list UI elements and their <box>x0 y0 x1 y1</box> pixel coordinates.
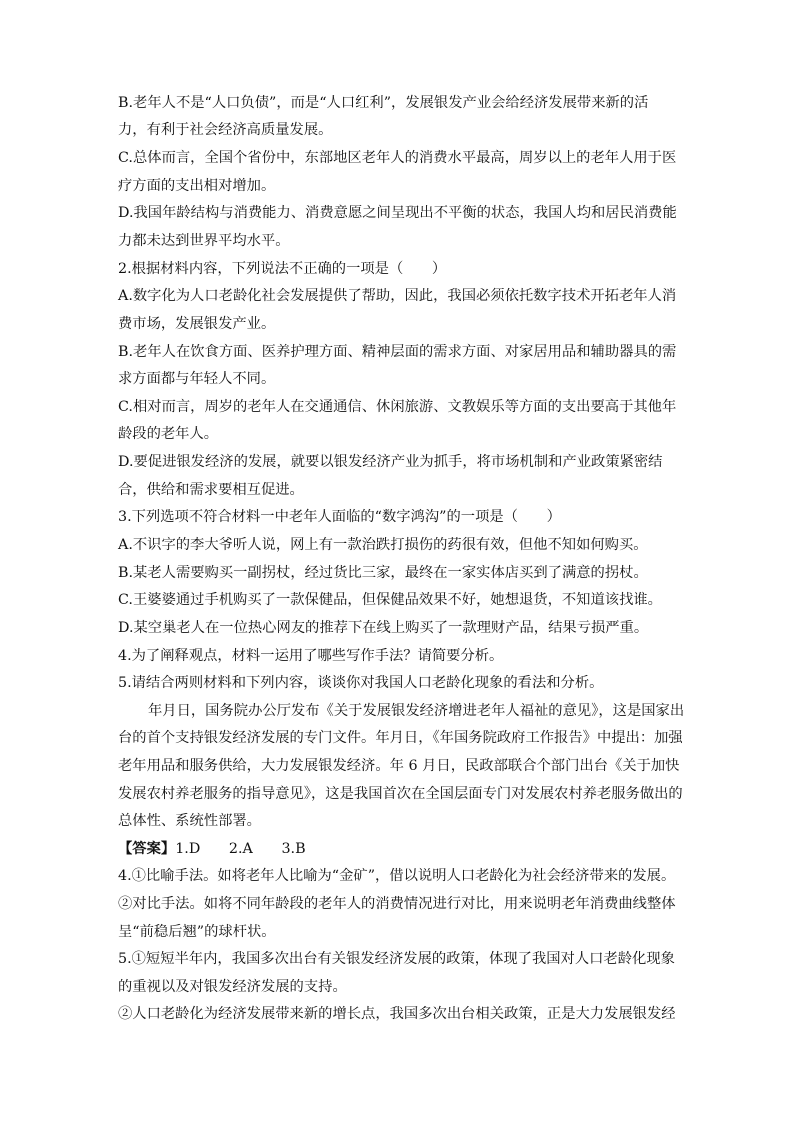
option-c-line-1: C.总体而言，全国个省份中，东部地区老年人的消费水平最高，周岁以上的老年人用于医 <box>118 150 677 166</box>
answer-4-line-1: 4.①比喻手法。如将老年人比喻为“金矿”，借以说明人口老龄化为社会经济带来的发展。 <box>118 868 676 884</box>
q5-material-line-3: 老年用品和服务供给，大力发展银发经济。年 6 月日，民政部联合个部门出台《关于加快 <box>118 758 680 774</box>
q3-option-b: B.某老人需要购买一副拐杖，经过货比三家，最终在一家实体店买到了满意的拐杖。 <box>118 565 648 581</box>
answer-4-line-3: 呈“前稳后翘”的球杆状。 <box>118 924 276 940</box>
q2-option-a-line-1: A.数字化为人口老龄化社会发展提供了帮助，因此，我国必须依托数字技术开拓老年人消 <box>118 288 677 304</box>
option-d-line-1: D.我国年龄结构与消费能力、消费意愿之间呈现出不平衡的状态，我国人均和居民消费能 <box>118 205 677 221</box>
answer-5-line-1: 5.①短短半年内，我国多次出台有关银发经济发展的政策，体现了我国对人口老龄化现象 <box>118 951 675 967</box>
q3-option-c: C.王婆婆通过手机购买了一款保健品，但保健品效果不好，她想退货，不知道该找谁。 <box>118 592 662 608</box>
option-b-line-1: B.老年人不是“人口负债”，而是“人口红利”，发展银发产业会给经济发展带来新的活 <box>118 95 649 111</box>
q5-material-line-2: 台的首个支持银发经济发展的专门文件。年月日，《年国务院政府工作报告》中提出：加强 <box>118 730 683 746</box>
option-d-line-2: 力都未达到世界平均水平。 <box>118 233 290 249</box>
question-4: 4.为了阐释观点，材料一运用了哪些写作手法？请简要分析。 <box>118 648 504 664</box>
q2-option-c-line-1: C.相对而言，周岁的老年人在交通通信、休闲旅游、文教娱乐等方面的支出要高于其他年 <box>118 399 677 415</box>
answer-tag: 【答案】 <box>118 841 176 857</box>
question-5: 5.请结合两则材料和下列内容，谈谈你对我国人口老龄化现象的看法和分析。 <box>118 675 604 691</box>
question-3: 3.下列选项不符合材料一中老年人面临的“数字鸿沟”的一项是（ ） <box>118 509 561 525</box>
q5-material-line-5: 总体性、系统性部署。 <box>118 813 261 829</box>
answer-5-line-2: 的重视以及对银发经济发展的支持。 <box>118 979 347 995</box>
option-b-line-2: 力，有利于社会经济高质量发展。 <box>118 122 333 138</box>
question-2: 2.根据材料内容，下列说法不正确的一项是（ ） <box>118 261 447 277</box>
q5-material-line-1: 年月日，国务院办公厅发布《关于发展银发经济增进老年人福祉的意见》，这是国家出 <box>148 703 685 719</box>
q3-option-d: D.某空巢老人在一位热心网友的推荐下在线上购买了一款理财产品，结果亏损严重。 <box>118 620 649 636</box>
answer-4-line-2: ②对比手法。如将不同年龄段的老年人的消费情况进行对比，用来说明老年消费曲线整体 <box>118 896 676 912</box>
q3-option-a: A.不识字的李大爷听人说，网上有一款治跌打损伤的药很有效，但他不知如何购买。 <box>118 537 648 553</box>
answer-choices: 1.D 2.A 3.B <box>175 841 306 857</box>
answer-5-line-3: ②人口老龄化为经济发展带来新的增长点，我国多次出台相关政策，正是大力发展银发经 <box>118 1006 676 1022</box>
option-c-line-2: 疗方面的支出相对增加。 <box>118 178 276 194</box>
q2-option-c-line-2: 龄段的老年人。 <box>118 426 219 442</box>
q2-option-d-line-2: 合，供给和需求要相互促进。 <box>118 482 304 498</box>
q2-option-a-line-2: 费市场，发展银发产业。 <box>118 316 276 332</box>
q5-material-line-4: 发展农村养老服务的指导意见》，这是我国首次在全国层面专门对发展农村养老服务做出的 <box>118 786 683 802</box>
q2-option-d-line-1: D.要促进银发经济的发展，就要以银发经济产业为抓手，将市场机制和产业政策紧密结 <box>118 454 663 470</box>
answer-line <box>118 839 678 859</box>
q2-option-b-line-1: B.老年人在饮食方面、医养护理方面、精神层面的需求方面、对家居用品和辅助器具的需 <box>118 344 677 360</box>
q2-option-b-line-2: 求方面都与年轻人不同。 <box>118 371 276 387</box>
